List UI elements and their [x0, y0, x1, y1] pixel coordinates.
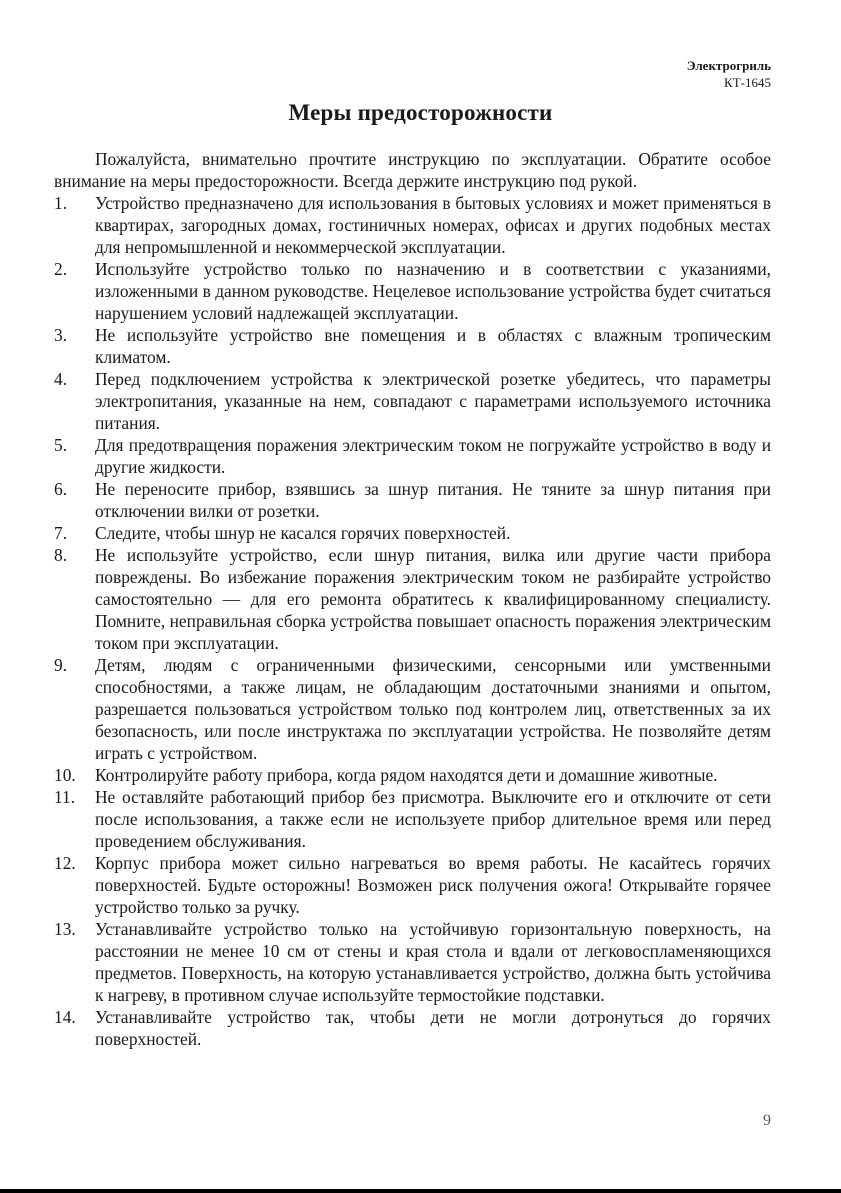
- item-number: 4.: [54, 369, 68, 389]
- precautions-list: [54, 192, 771, 1050]
- item-text: Не оставляйте работающий прибор без присмотра. Выключите его и отключите от сети после использования, а также если не используете прибор длительное время или перед проведением обслуживания.: [95, 787, 771, 851]
- item-number: 2.: [54, 259, 68, 279]
- list-item-3: [54, 324, 771, 368]
- list-item-6: [54, 478, 771, 522]
- list-item-9: [54, 654, 771, 764]
- item-text: Для предотвращения поражения электрическим током не погружайте устройство в воду и другие жидкости.: [95, 435, 771, 477]
- item-text: Корпус прибора может сильно нагреваться во время работы. Не касайтесь горячих поверхностей. Будьте осторожны! Возможен риск получения ожога! Открывайте горячее устройство только за ручку.: [95, 853, 771, 917]
- model-code: КТ-1645: [724, 75, 771, 90]
- item-text: Устройство предназначено для использования в бытовых условиях и может применяться в квартирах, загородных домах, гостиничных номерах, офисах и других подобных местах для непромышленной и некоммерческой эксплуатации.: [95, 193, 771, 257]
- item-text: Не используйте устройство вне помещения и в областях с влажным тропическим климатом.: [95, 325, 771, 367]
- list-item-4: [54, 368, 771, 434]
- list-item-5: [54, 434, 771, 478]
- page-content: [54, 148, 771, 1050]
- item-text: Перед подключением устройства к электрической розетке убедитесь, что параметры электропитания, указанные на нем, совпадают с параметрами используемого источника питания.: [95, 369, 771, 433]
- intro-paragraph: Пожалуйста, внимательно прочтите инструкцию по эксплуатации. Обратите особое внимание на меры предосторожности. Всегда держите инструкцию под рукой.: [54, 149, 771, 191]
- item-number: 12.: [54, 853, 76, 873]
- item-text: Не используйте устройство, если шнур питания, вилка или другие части прибора повреждены. Во избежание поражения электрическим током не разбирайте устройство самостоятельно — для его ремонта обратитесь к квалифицированному специалисту. Помните, неправильная сборка устройства повышает опасность поражения электрическим током при эксплуатации.: [95, 545, 771, 653]
- item-number: 3.: [54, 325, 68, 345]
- list-item-10: [54, 764, 771, 786]
- list-item-11: [54, 786, 771, 852]
- item-text: Устанавливайте устройство только на устойчивую горизонтальную поверхность, на расстоянии не менее 10 см от стены и края стола и вдали от легковоспламеняющихся предметов. Поверхность, на которую устанавливается устройство, должна быть устойчива к нагреву, в противном случае используйте термостойкие подставки.: [95, 919, 771, 1005]
- list-item-8: [54, 544, 771, 654]
- item-number: 10.: [54, 765, 76, 785]
- item-text: Устанавливайте устройство так, чтобы дети не могли дотронуться до горячих поверхностей.: [95, 1007, 771, 1049]
- page-header: [687, 57, 771, 91]
- list-item-2: [54, 258, 771, 324]
- list-item-14: [54, 1006, 771, 1050]
- list-item-7: [54, 522, 771, 544]
- page-number: 9: [763, 1112, 771, 1129]
- item-number: 6.: [54, 479, 68, 499]
- item-text: Детям, людям с ограниченными физическими, сенсорными или умственными способностями, а также лицам, не обладающим достаточными знаниями и опытом, разрешается пользоваться устройством только под контролем лиц, ответственных за их безопасность, или после инструктажа по эксплуатации устройства. Не позволяйте детям играть с устройством.: [95, 655, 771, 763]
- item-text: Не переносите прибор, взявшись за шнур питания. Не тяните за шнур питания при отключении вилки от розетки.: [95, 479, 771, 521]
- item-number: 13.: [54, 919, 76, 939]
- item-number: 14.: [54, 1007, 76, 1027]
- item-number: 7.: [54, 523, 68, 543]
- bottom-border: [0, 1189, 841, 1193]
- item-text: Следите, чтобы шнур не касался горячих поверхностей.: [95, 523, 511, 543]
- item-number: 8.: [54, 545, 68, 565]
- item-text: Используйте устройство только по назначению и в соответствии с указаниями, изложенными в данном руководстве. Нецелевое использование устройства будет считаться нарушением условий надлежащей эксплуатации.: [95, 259, 771, 323]
- item-text: Контролируйте работу прибора, когда рядом находятся дети и домашние животные.: [95, 765, 718, 785]
- list-item-13: [54, 918, 771, 1006]
- item-number: 1.: [54, 193, 68, 213]
- item-number: 9.: [54, 655, 68, 675]
- page-title: Меры предосторожности: [288, 100, 553, 125]
- list-item-1: [54, 192, 771, 258]
- item-number: 11.: [54, 787, 76, 807]
- item-number: 5.: [54, 435, 68, 455]
- list-item-12: [54, 852, 771, 918]
- product-name: Электрогриль: [686, 58, 771, 73]
